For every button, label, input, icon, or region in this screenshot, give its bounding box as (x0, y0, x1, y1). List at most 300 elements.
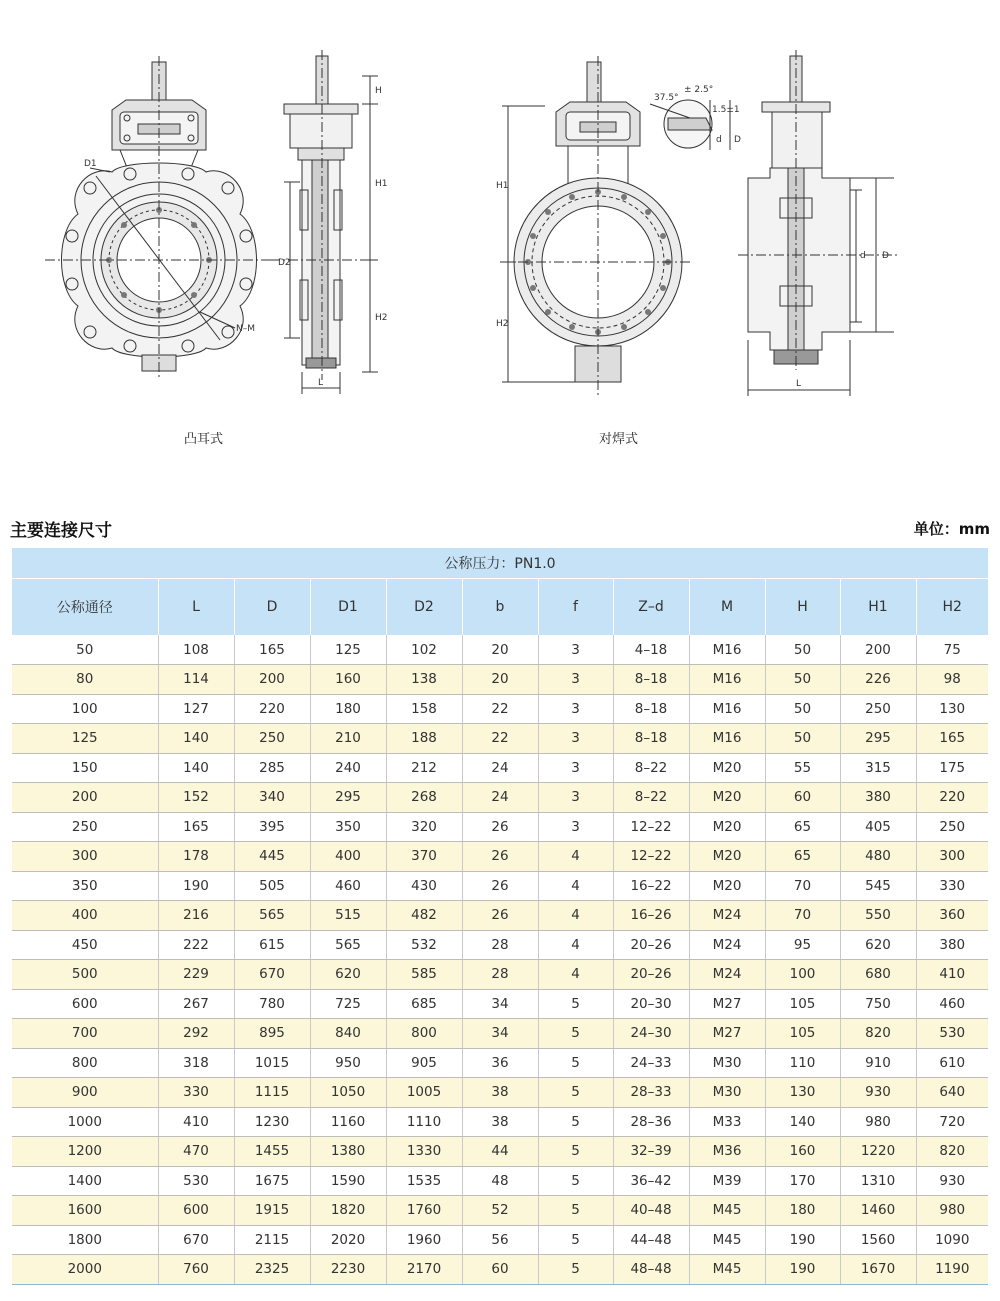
table-cell: 1380 (310, 1137, 386, 1167)
table-cell: 5 (538, 1078, 613, 1108)
table-cell: 24 (462, 753, 538, 783)
table-cell: 102 (386, 635, 462, 665)
table-cell: 110 (765, 1048, 840, 1078)
lug-l-label: L (318, 378, 324, 388)
table-cell: 4–18 (613, 635, 689, 665)
table-cell: 550 (840, 901, 916, 931)
table-cell: 28–33 (613, 1078, 689, 1108)
table-cell: 55 (765, 753, 840, 783)
table-cell: 1090 (916, 1225, 988, 1255)
table-cell: 1535 (386, 1166, 462, 1196)
table-cell: 210 (310, 724, 386, 754)
table-cell: 165 (158, 812, 234, 842)
table-row (12, 635, 988, 665)
table-cell: 44 (462, 1137, 538, 1167)
table-cell: 26 (462, 871, 538, 901)
table-cell: 610 (916, 1048, 988, 1078)
column-header: D1 (310, 578, 386, 635)
weld-side-view (738, 50, 900, 396)
table-row (12, 1048, 988, 1078)
table-cell: M16 (689, 694, 765, 724)
table-cell: 267 (158, 989, 234, 1019)
table-cell: 222 (158, 930, 234, 960)
table-cell: M24 (689, 960, 765, 990)
table-cell: 22 (462, 724, 538, 754)
table-cell: 1560 (840, 1225, 916, 1255)
column-header: L (158, 578, 234, 635)
weld-h1-label: H1 (496, 181, 509, 191)
table-row (12, 1196, 988, 1226)
weld-tol-label: 1.5±1 (712, 105, 740, 115)
table-cell: 620 (310, 960, 386, 990)
table-cell: 2170 (386, 1255, 462, 1285)
section-title: 主要连接尺寸 (10, 521, 112, 541)
table-cell: 400 (12, 901, 158, 931)
lug-h2-label: H2 (375, 313, 388, 323)
table-cell: 65 (765, 842, 840, 872)
table-cell: 178 (158, 842, 234, 872)
table-cell: 20–30 (613, 989, 689, 1019)
table-cell: M24 (689, 930, 765, 960)
table-cell: 105 (765, 1019, 840, 1049)
table-cell: 8–18 (613, 694, 689, 724)
table-cell: 400 (310, 842, 386, 872)
table-cell: 12–22 (613, 842, 689, 872)
table-cell: 318 (158, 1048, 234, 1078)
table-body (12, 635, 988, 1284)
table-cell: 22 (462, 694, 538, 724)
table-cell: 505 (234, 871, 310, 901)
table-cell: 5 (538, 1196, 613, 1226)
table-cell: 565 (310, 930, 386, 960)
table-cell: 600 (12, 989, 158, 1019)
table-row (12, 1107, 988, 1137)
table-row (12, 842, 988, 872)
table-cell: M33 (689, 1107, 765, 1137)
table-cell: 1220 (840, 1137, 916, 1167)
table-row (12, 665, 988, 695)
table-cell: 1800 (12, 1225, 158, 1255)
table-cell: 150 (12, 753, 158, 783)
table-cell: 160 (765, 1137, 840, 1167)
table-cell: 585 (386, 960, 462, 990)
table-cell: 114 (158, 665, 234, 695)
table-cell: 190 (158, 871, 234, 901)
table-cell: 240 (310, 753, 386, 783)
table-cell: 38 (462, 1078, 538, 1108)
table-cell: 320 (386, 812, 462, 842)
table-cell: 100 (765, 960, 840, 990)
table-cell: 450 (12, 930, 158, 960)
table-cell: 1005 (386, 1078, 462, 1108)
table-cell: 820 (840, 1019, 916, 1049)
table-cell: M45 (689, 1225, 765, 1255)
table-cell: 20–26 (613, 960, 689, 990)
table-cell: 70 (765, 901, 840, 931)
table-row (12, 1225, 988, 1255)
table-row (12, 783, 988, 813)
table-cell: 28–36 (613, 1107, 689, 1137)
table-cell: 1400 (12, 1166, 158, 1196)
table-cell: 2325 (234, 1255, 310, 1285)
table-cell: M16 (689, 665, 765, 695)
table-cell: 530 (158, 1166, 234, 1196)
weld-angle1-label: 37.5° (654, 93, 679, 103)
table-cell: 370 (386, 842, 462, 872)
table-cell: M36 (689, 1137, 765, 1167)
table-cell: 226 (840, 665, 916, 695)
table-cell: 250 (234, 724, 310, 754)
table-cell: 410 (158, 1107, 234, 1137)
table-cell: 158 (386, 694, 462, 724)
table-cell: 910 (840, 1048, 916, 1078)
table-cell: M20 (689, 812, 765, 842)
table-cell: M20 (689, 783, 765, 813)
table-cell: 170 (765, 1166, 840, 1196)
table-cell: 160 (310, 665, 386, 695)
table-cell: M45 (689, 1255, 765, 1285)
table-cell: 50 (765, 635, 840, 665)
weld-h2-label: H2 (496, 319, 509, 329)
table-cell: 565 (234, 901, 310, 931)
table-cell: 295 (310, 783, 386, 813)
table-cell: 1600 (12, 1196, 158, 1226)
table-cell: M39 (689, 1166, 765, 1196)
column-header: 公称通径 (12, 578, 158, 635)
weld-sec-D-label: D (882, 251, 889, 261)
table-cell: 36–42 (613, 1166, 689, 1196)
table-cell: 32–39 (613, 1137, 689, 1167)
table-cell: 1820 (310, 1196, 386, 1226)
table-cell: 1330 (386, 1137, 462, 1167)
table-cell: M16 (689, 724, 765, 754)
table-cell: 1915 (234, 1196, 310, 1226)
table-cell: 1760 (386, 1196, 462, 1226)
table-cell: 250 (840, 694, 916, 724)
table-cell: 482 (386, 901, 462, 931)
table-cell: 250 (12, 812, 158, 842)
table-cell: 100 (12, 694, 158, 724)
table-cell: 5 (538, 1048, 613, 1078)
table-cell: 620 (840, 930, 916, 960)
table-cell: 4 (538, 901, 613, 931)
table-cell: 5 (538, 1255, 613, 1285)
table-cell: 1675 (234, 1166, 310, 1196)
table-cell: 125 (12, 724, 158, 754)
table-cell: 1670 (840, 1255, 916, 1285)
table-cell: 130 (916, 694, 988, 724)
table-cell: 530 (916, 1019, 988, 1049)
lug-h-label: H (375, 86, 382, 96)
table-cell: 2230 (310, 1255, 386, 1285)
table-cell: 3 (538, 812, 613, 842)
table-cell: 760 (158, 1255, 234, 1285)
table-cell: 3 (538, 665, 613, 695)
table-cell: 220 (916, 783, 988, 813)
table-cell: M20 (689, 753, 765, 783)
caption-butt-weld-type: 对焊式 (599, 432, 639, 447)
table-cell: 4 (538, 930, 613, 960)
table-cell: 950 (310, 1048, 386, 1078)
table-cell: 8–18 (613, 665, 689, 695)
table-cell: 56 (462, 1225, 538, 1255)
table-cell: 380 (916, 930, 988, 960)
table-row (12, 901, 988, 931)
table-cell: 1015 (234, 1048, 310, 1078)
table-cell: 20 (462, 665, 538, 695)
table-cell: 1230 (234, 1107, 310, 1137)
table-cell: 330 (158, 1078, 234, 1108)
table-cell: M27 (689, 989, 765, 1019)
table-cell: 38 (462, 1107, 538, 1137)
table-cell: 108 (158, 635, 234, 665)
table-cell: 3 (538, 635, 613, 665)
table-row (12, 960, 988, 990)
table-cell: 1960 (386, 1225, 462, 1255)
table-cell: 180 (310, 694, 386, 724)
table-cell: 292 (158, 1019, 234, 1049)
table-cell: 680 (840, 960, 916, 990)
table-cell: 3 (538, 724, 613, 754)
weld-d-small-label: d (716, 135, 722, 145)
table-cell: 480 (840, 842, 916, 872)
table-cell: 300 (12, 842, 158, 872)
table-row (12, 1019, 988, 1049)
table-cell: 4 (538, 842, 613, 872)
table-cell: 980 (840, 1107, 916, 1137)
table-cell: 5 (538, 1137, 613, 1167)
table-cell: 50 (765, 665, 840, 695)
table-cell: 130 (765, 1078, 840, 1108)
table-cell: 445 (234, 842, 310, 872)
table-cell: M20 (689, 842, 765, 872)
table-cell: 405 (840, 812, 916, 842)
table-cell: 460 (916, 989, 988, 1019)
table-cell: 1460 (840, 1196, 916, 1226)
table-cell: 1115 (234, 1078, 310, 1108)
table-cell: 780 (234, 989, 310, 1019)
table-cell: 75 (916, 635, 988, 665)
table-cell: 1050 (310, 1078, 386, 1108)
table-cell: 545 (840, 871, 916, 901)
pressure-header: 公称压力：PN1.0 (12, 548, 988, 578)
table-row (12, 1255, 988, 1285)
table-row (12, 753, 988, 783)
table-cell: 800 (386, 1019, 462, 1049)
table-cell: 80 (12, 665, 158, 695)
table-cell: M16 (689, 635, 765, 665)
table-row (12, 1166, 988, 1196)
table-cell: 24–33 (613, 1048, 689, 1078)
table-cell: 350 (12, 871, 158, 901)
table-cell: 98 (916, 665, 988, 695)
table-cell: 34 (462, 989, 538, 1019)
table-cell: M27 (689, 1019, 765, 1049)
table-cell: 500 (12, 960, 158, 990)
table-cell: 1200 (12, 1137, 158, 1167)
table-cell: 900 (12, 1078, 158, 1108)
table-cell: 28 (462, 930, 538, 960)
table-cell: 48–48 (613, 1255, 689, 1285)
table-cell: 5 (538, 1107, 613, 1137)
table-row (12, 694, 988, 724)
table-cell: 2020 (310, 1225, 386, 1255)
table-cell: 212 (386, 753, 462, 783)
table-cell: 40–48 (613, 1196, 689, 1226)
table-cell: 360 (916, 901, 988, 931)
table-cell: 34 (462, 1019, 538, 1049)
table-cell: 2115 (234, 1225, 310, 1255)
table-cell: 26 (462, 842, 538, 872)
table-cell: 800 (12, 1048, 158, 1078)
table-cell: 5 (538, 1225, 613, 1255)
column-header: M (689, 578, 765, 635)
table-cell: 44–48 (613, 1225, 689, 1255)
technical-drawings (0, 0, 1000, 470)
table-cell: 140 (158, 724, 234, 754)
dimensions-table (12, 548, 988, 1285)
table-cell: 670 (158, 1225, 234, 1255)
table-cell: 12–22 (613, 812, 689, 842)
table-cell: 8–22 (613, 783, 689, 813)
column-header: H1 (840, 578, 916, 635)
table-cell: 138 (386, 665, 462, 695)
table-cell: 615 (234, 930, 310, 960)
table-cell: M30 (689, 1078, 765, 1108)
table-row (12, 1137, 988, 1167)
table-row (12, 930, 988, 960)
table-cell: 330 (916, 871, 988, 901)
table-cell: 26 (462, 812, 538, 842)
table-row (12, 724, 988, 754)
table-cell: 200 (234, 665, 310, 695)
table-cell: 820 (916, 1137, 988, 1167)
table-cell: 8–18 (613, 724, 689, 754)
table-cell: 188 (386, 724, 462, 754)
table-cell: 24 (462, 783, 538, 813)
column-header: D2 (386, 578, 462, 635)
table-cell: 720 (916, 1107, 988, 1137)
table-row (12, 989, 988, 1019)
table-cell: 268 (386, 783, 462, 813)
table-cell: 380 (840, 783, 916, 813)
lug-side-view (270, 50, 378, 394)
table-cell: 216 (158, 901, 234, 931)
lug-h1-label: H1 (375, 179, 388, 189)
table-row (12, 871, 988, 901)
table-cell: 20 (462, 635, 538, 665)
table-cell: 3 (538, 694, 613, 724)
weld-d-big-label: D (734, 135, 741, 145)
table-cell: 26 (462, 901, 538, 931)
table-cell: 165 (916, 724, 988, 754)
table-row (12, 812, 988, 842)
table-cell: 4 (538, 960, 613, 990)
table-cell: 200 (840, 635, 916, 665)
weld-l-label: L (796, 379, 802, 389)
lug-d1-label: D1 (84, 159, 97, 169)
table-cell: 48 (462, 1166, 538, 1196)
table-cell: 980 (916, 1196, 988, 1226)
table-cell: 1000 (12, 1107, 158, 1137)
table-cell: 340 (234, 783, 310, 813)
table-cell: 50 (765, 694, 840, 724)
weld-angle2-label: ± 2.5° (684, 85, 714, 95)
table-cell: 50 (12, 635, 158, 665)
caption-lug-type: 凸耳式 (184, 432, 224, 447)
table-cell: 395 (234, 812, 310, 842)
table-cell: 1455 (234, 1137, 310, 1167)
table-cell: 4 (538, 871, 613, 901)
table-cell: 930 (840, 1078, 916, 1108)
table-cell: 460 (310, 871, 386, 901)
table-cell: 16–22 (613, 871, 689, 901)
column-header: Z–d (613, 578, 689, 635)
lug-nm-label: N–M (236, 324, 255, 334)
table-cell: 1310 (840, 1166, 916, 1196)
table-cell: 5 (538, 989, 613, 1019)
column-header: H2 (916, 578, 988, 635)
lug-d2-label: D2 (278, 258, 291, 268)
table-cell: 127 (158, 694, 234, 724)
table-cell: 20–26 (613, 930, 689, 960)
table-cell: 250 (916, 812, 988, 842)
table-cell: 190 (765, 1225, 840, 1255)
table-cell: 200 (12, 783, 158, 813)
table-cell: M24 (689, 901, 765, 931)
table-cell: 1190 (916, 1255, 988, 1285)
table-cell: 140 (158, 753, 234, 783)
table-cell: 140 (765, 1107, 840, 1137)
table-cell: 2000 (12, 1255, 158, 1285)
table-cell: 5 (538, 1166, 613, 1196)
column-header: H (765, 578, 840, 635)
table-cell: 700 (12, 1019, 158, 1049)
column-header: b (462, 578, 538, 635)
unit-label: 单位：mm (913, 520, 990, 538)
table-cell: M20 (689, 871, 765, 901)
table-cell: 670 (234, 960, 310, 990)
table-cell: 295 (840, 724, 916, 754)
table-cell: 750 (840, 989, 916, 1019)
table-cell: 8–22 (613, 753, 689, 783)
table-row (12, 1078, 988, 1108)
table-cell: 315 (840, 753, 916, 783)
table-cell: 640 (916, 1078, 988, 1108)
table-cell: 16–26 (613, 901, 689, 931)
table-cell: 3 (538, 753, 613, 783)
table-cell: 105 (765, 989, 840, 1019)
table-cell: 3 (538, 783, 613, 813)
table-cell: 152 (158, 783, 234, 813)
weld-front-view (500, 56, 730, 395)
table-cell: 50 (765, 724, 840, 754)
table-cell: 180 (765, 1196, 840, 1226)
table-cell: 1160 (310, 1107, 386, 1137)
table-cell: M30 (689, 1048, 765, 1078)
table-cell: 410 (916, 960, 988, 990)
table-cell: 600 (158, 1196, 234, 1226)
table-cell: 229 (158, 960, 234, 990)
table-cell: 36 (462, 1048, 538, 1078)
table-cell: 5 (538, 1019, 613, 1049)
table-cell: 430 (386, 871, 462, 901)
table-cell: 725 (310, 989, 386, 1019)
table-cell: 895 (234, 1019, 310, 1049)
table-cell: 60 (765, 783, 840, 813)
table-cell: 905 (386, 1048, 462, 1078)
table-cell: M45 (689, 1196, 765, 1226)
